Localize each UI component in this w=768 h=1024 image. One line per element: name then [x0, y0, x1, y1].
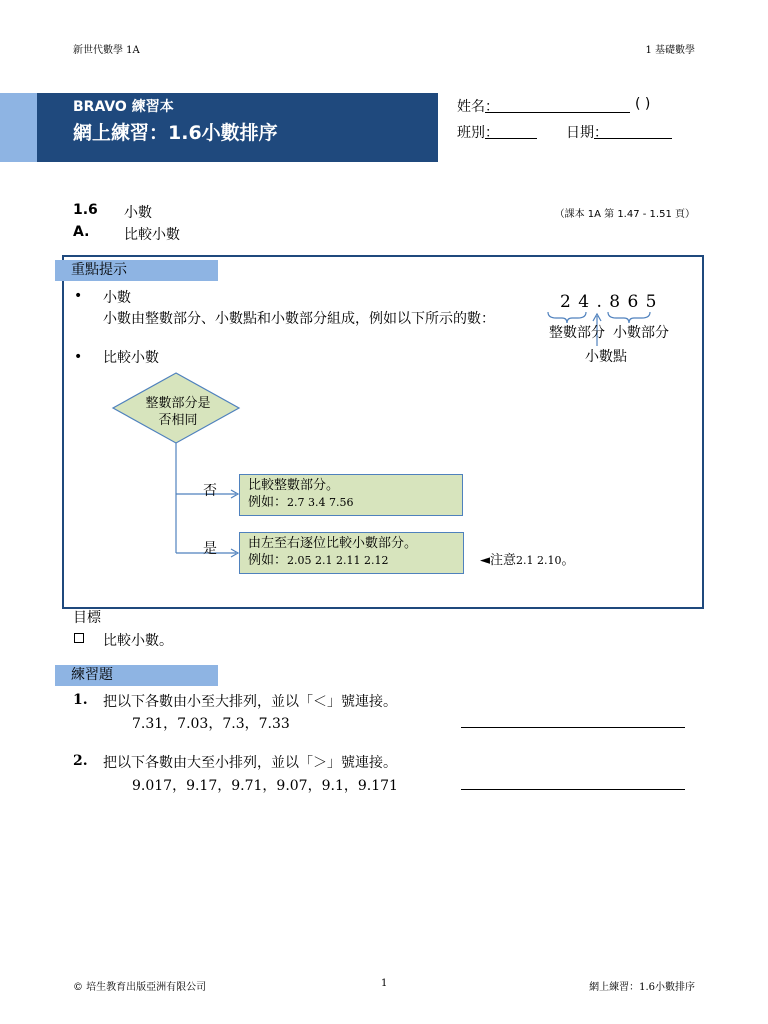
- question-1-answer-line[interactable]: [461, 727, 685, 728]
- example-numbers: 2.05 2.1 2.11 2.12: [287, 554, 389, 567]
- banner-brand: BRAVO 練習本: [73, 99, 174, 115]
- name-label: 姓名：: [457, 99, 499, 115]
- footer-page-number: 1: [381, 978, 388, 989]
- bullet-1: •: [74, 288, 83, 304]
- header-left: 新世代數學 1A: [73, 45, 140, 56]
- footer-copyright: © 培生教育出版亞洲有限公司: [73, 982, 207, 993]
- footer-title: 網上練習：1.6小數排序: [589, 982, 695, 993]
- yes-label: 是: [203, 541, 217, 557]
- question-2-answer-line[interactable]: [461, 789, 685, 790]
- decimal-point-label: 小數點: [585, 349, 627, 365]
- objective-item: 比較小數。: [103, 633, 173, 649]
- key-points-tag: 重點提示: [55, 260, 218, 281]
- page-title: 網上練習：1.6小數排序: [73, 122, 278, 144]
- compare-decimal-text: 由左至右逐位比較小數部分。: [248, 536, 418, 551]
- objective-checkbox[interactable]: [74, 633, 84, 643]
- exercise-tag: 練習題: [55, 665, 218, 686]
- compare-integer-text: 比較整數部分。: [248, 478, 340, 493]
- decimal-part-label: 小數部分: [613, 325, 669, 341]
- header-right: 1 基礎數學: [645, 45, 695, 56]
- objective-label: 目標: [73, 610, 101, 626]
- decimal-example-digits: 2 4 . 8 6 5: [560, 292, 658, 312]
- bullet-2-title: 比較小數: [103, 350, 159, 366]
- subsection-title: 比較小數: [124, 227, 180, 243]
- date-blank[interactable]: [594, 138, 672, 139]
- question-1-text: 把以下各數由小至大排列，並以「＜」號連接。: [103, 694, 397, 710]
- class-blank[interactable]: [485, 138, 537, 139]
- bullet-1-title: 小數: [103, 290, 131, 306]
- compare-integer-box: [239, 474, 463, 516]
- attention-numbers: 2.1 2.10: [516, 554, 562, 567]
- question-2-text: 把以下各數由大至小排列，並以「＞」號連接。: [103, 755, 397, 771]
- subsection-number: A.: [73, 224, 90, 240]
- question-2-number: 2.: [73, 753, 88, 769]
- bullet-2: •: [74, 349, 83, 365]
- example-prefix: 例如：: [248, 495, 288, 510]
- integer-part-label: 整數部分: [549, 325, 605, 341]
- bullet-1-text: 小數由整數部分、小數點和小數部分組成，例如以下所示的數：: [103, 311, 495, 327]
- example-prefix: 例如：: [248, 553, 288, 568]
- no-label: 否: [203, 483, 217, 499]
- section-title: 小數: [124, 205, 152, 221]
- attention-prefix: ◄注意: [480, 553, 516, 568]
- date-label: 日期：: [566, 125, 608, 141]
- question-2-numbers: 9.017，9.17，9.71，9.07，9.1，9.171: [132, 778, 398, 794]
- question-1-numbers: 7.31，7.03，7.3，7.33: [132, 716, 290, 732]
- name-blank[interactable]: [485, 112, 630, 113]
- compare-decimal-box: [239, 532, 464, 574]
- attention-suffix: 。: [561, 553, 575, 568]
- example-numbers: 2.7 3.4 7.56: [287, 496, 354, 509]
- decision-text: 整數部分是否相同: [145, 396, 211, 428]
- textbook-reference: （課本 1A 第 1.47 - 1.51 頁）: [554, 209, 695, 220]
- attention-note: [480, 549, 575, 568]
- class-label: 班別：: [457, 125, 499, 141]
- question-1-number: 1.: [73, 692, 88, 708]
- banner-accent: [0, 93, 37, 162]
- class-number-paren: ( ): [635, 96, 651, 112]
- section-number: 1.6: [73, 202, 98, 218]
